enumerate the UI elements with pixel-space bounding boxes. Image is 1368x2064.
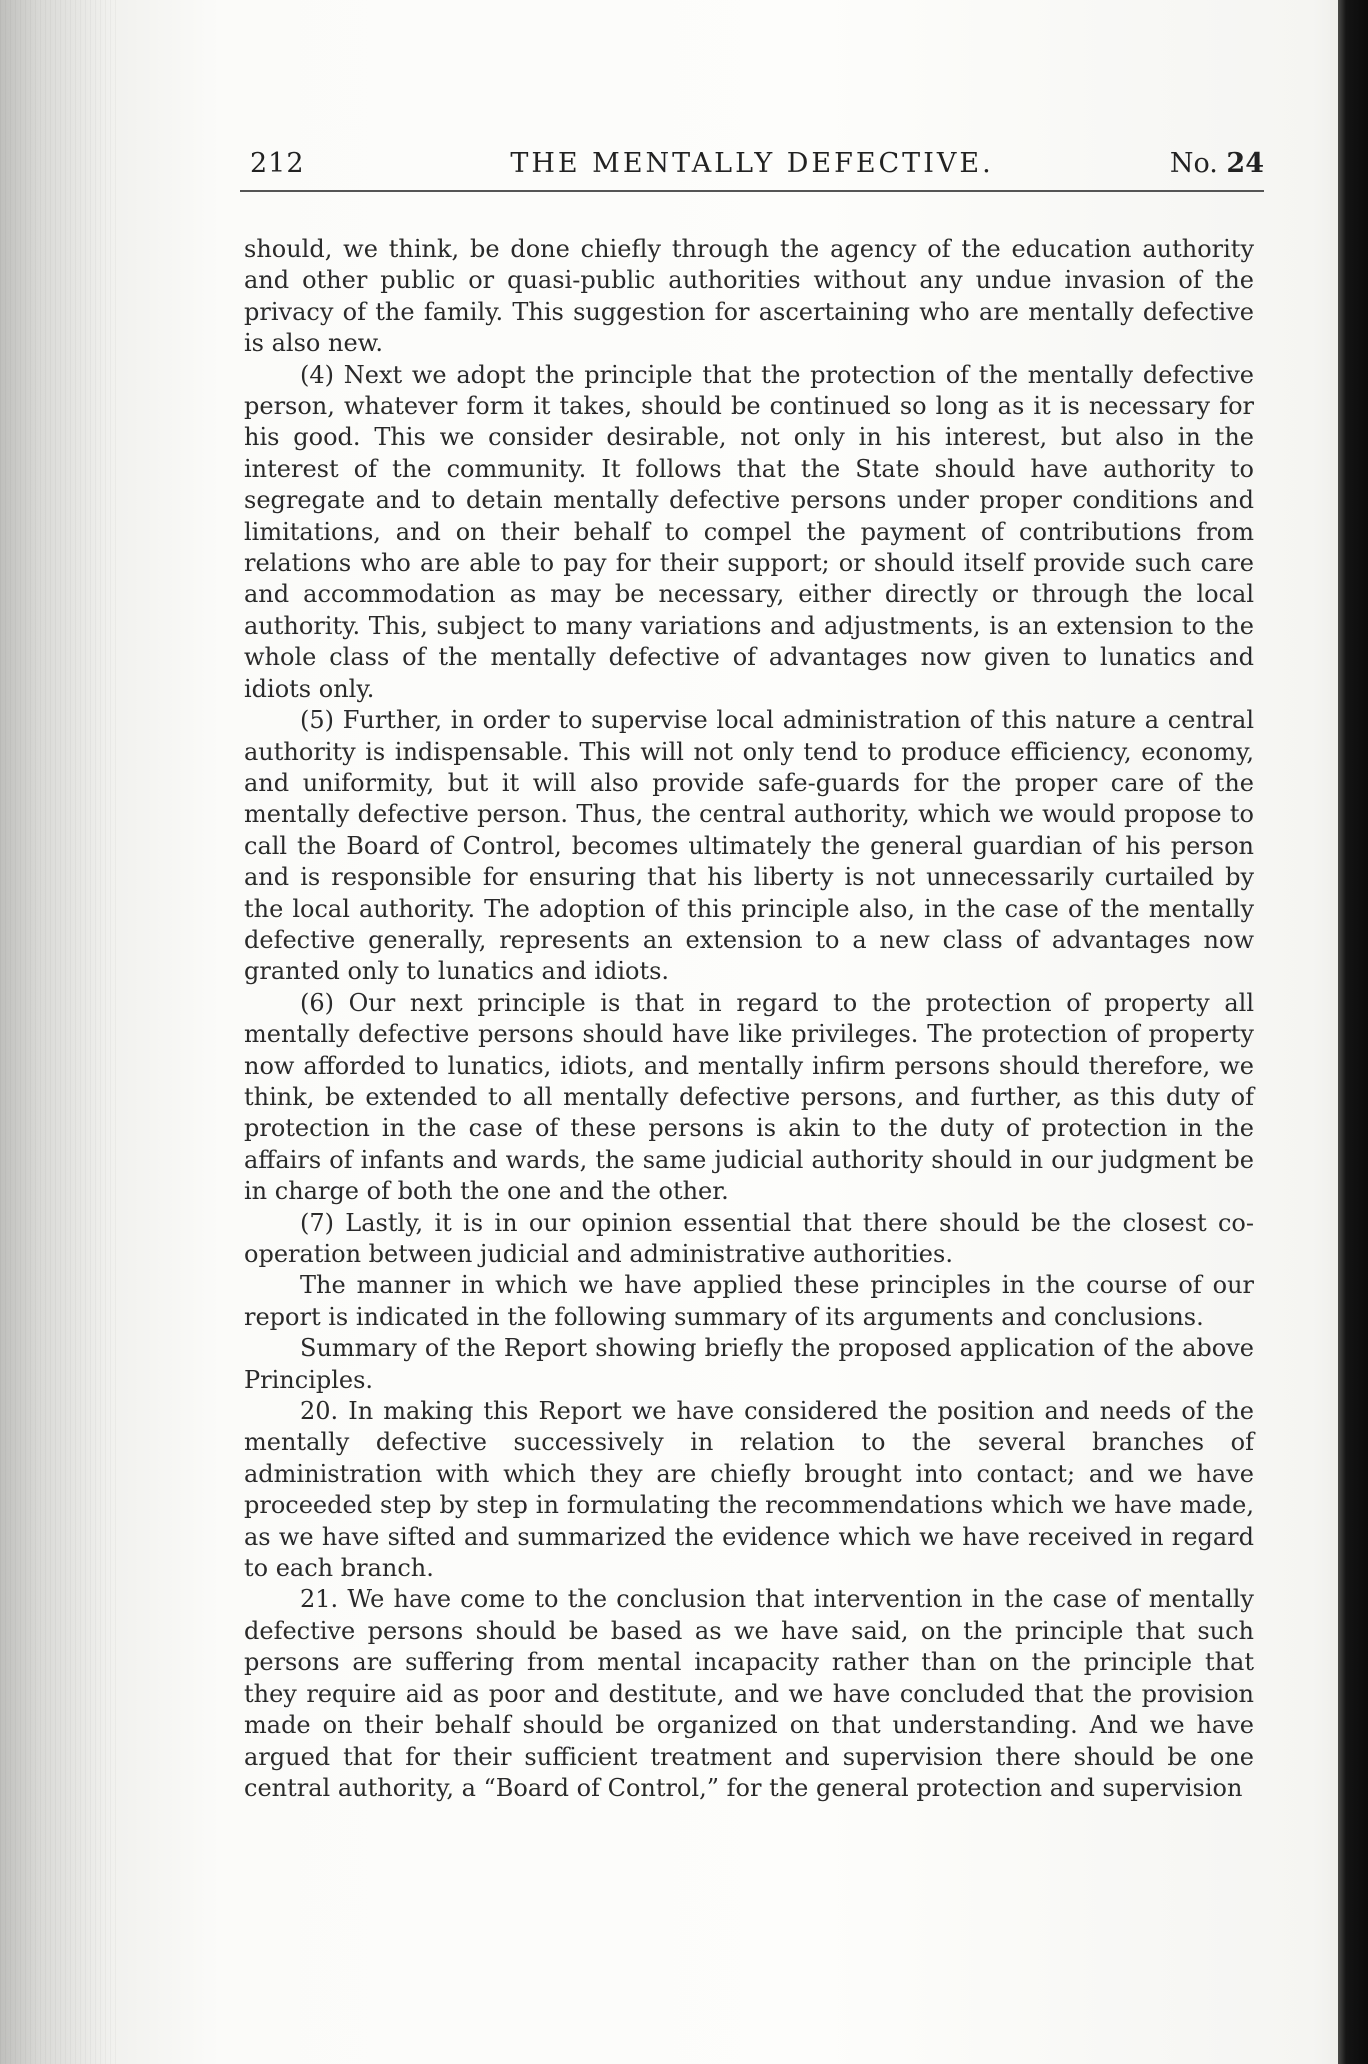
paragraph-20: 20. In making this Report we have considered the position and needs of the mentally defective successively in relation to the several branches of administration with which they are chiefly brought into contact; and we have proceeded step by step in formulating the recommendations which we have made, as we have sifted and summarized the evidence which we have received in regard to each branch. [244,1397,1254,1583]
paragraph-application: The manner in which we have applied these principles in the course of our report is indicated in the following summary of its arguments and conclusions. [244,1271,1254,1331]
paragraph-principle-6: (6) Our next principle is that in regard to the protection of property all mentally defective persons should have like privileges. The protection of property now afforded to lunatics, idiots, and mentally infirm persons should therefore, we think, be extended to all mentally defective persons, and further, as this duty of protection in the case of these persons is akin to the duty of protection in the affairs of infants and wards, the same judicial authority should in our judgment be in charge of both the one and the other. [244,988,1254,1206]
running-title: THE MENTALLY DEFECTIVE. [510,148,994,179]
body-text [240,234,1264,1804]
book-page-edges [0,0,120,2064]
paragraph-continuation: should, we think, be done chiefly through the agency of the education authority and other public or quasi-public authorities without any undue invasion of the privacy of the family. This suggestion for ascertaining who are mentally defective is also new. [244,235,1254,358]
paragraph-21: 21. We have come to the conclusion that intervention in the case of mentally defective persons should be based as we have said, on the principle that such persons are suffering from mental incapacity rather than on the principle that they require aid as poor and destitute, and we have concluded that the provision made on their behalf should be organized on that understanding. And we have argued that for their sufficient treatment and supervision there should be one central authority, a “Board of Control,” for the general protection and supervision [244,1585,1254,1802]
book-page [240,130,1264,1804]
running-head [240,130,1264,192]
paragraph-principle-7: (7) Lastly, it is in our opinion essential that there should be the closest co-operation between judicial and administrative authorities. [244,1208,1254,1268]
paragraph-principle-4: (4) Next we adopt the principle that the protection of the mentally defective person, whatever form it takes, should be continued so long as it is necessary for his good. This we consider desirable, not only in his interest, but also in the interest of the community. It follows that the State should have authority to segregate and to detain mentally defective persons under proper conditions and limitations, and on their behalf to compel the payment of contributions from relations who are able to pay for their support; or should itself provide such care and accommodation as may be necessary, either directly or through the local authority. This, subject to many variations and adjustments, is an extension to the whole class of the mentally defective of advantages now given to lunatics and idiots only. [244,360,1254,703]
document-number [1170,148,1264,179]
page-number: 212 [250,148,305,179]
paragraph-principle-5: (5) Further, in order to supervise local administration of this nature a central authority is indispensable. This will not only tend to produce efficiency, economy, and uniformity, but it will also provide safe-guards for the proper care of the mentally defective person. Thus, the central authority, which we would propose to call the Board of Control, becomes ultimately the general guardian of his person and is responsible for ensuring that his liberty is not unnecessarily curtailed by the local authority. The adoption of this principle also, in the case of the mentally defective generally, represents an extension to a new class of advantages now granted only to lunatics and idiots. [244,706,1254,986]
number-value: 24 [1226,148,1264,179]
facing-page-shadow [1338,0,1368,2064]
summary-heading: Summary of the Report showing briefly the proposed application of the above Principles. [244,1334,1254,1394]
number-prefix: No. [1169,148,1218,179]
